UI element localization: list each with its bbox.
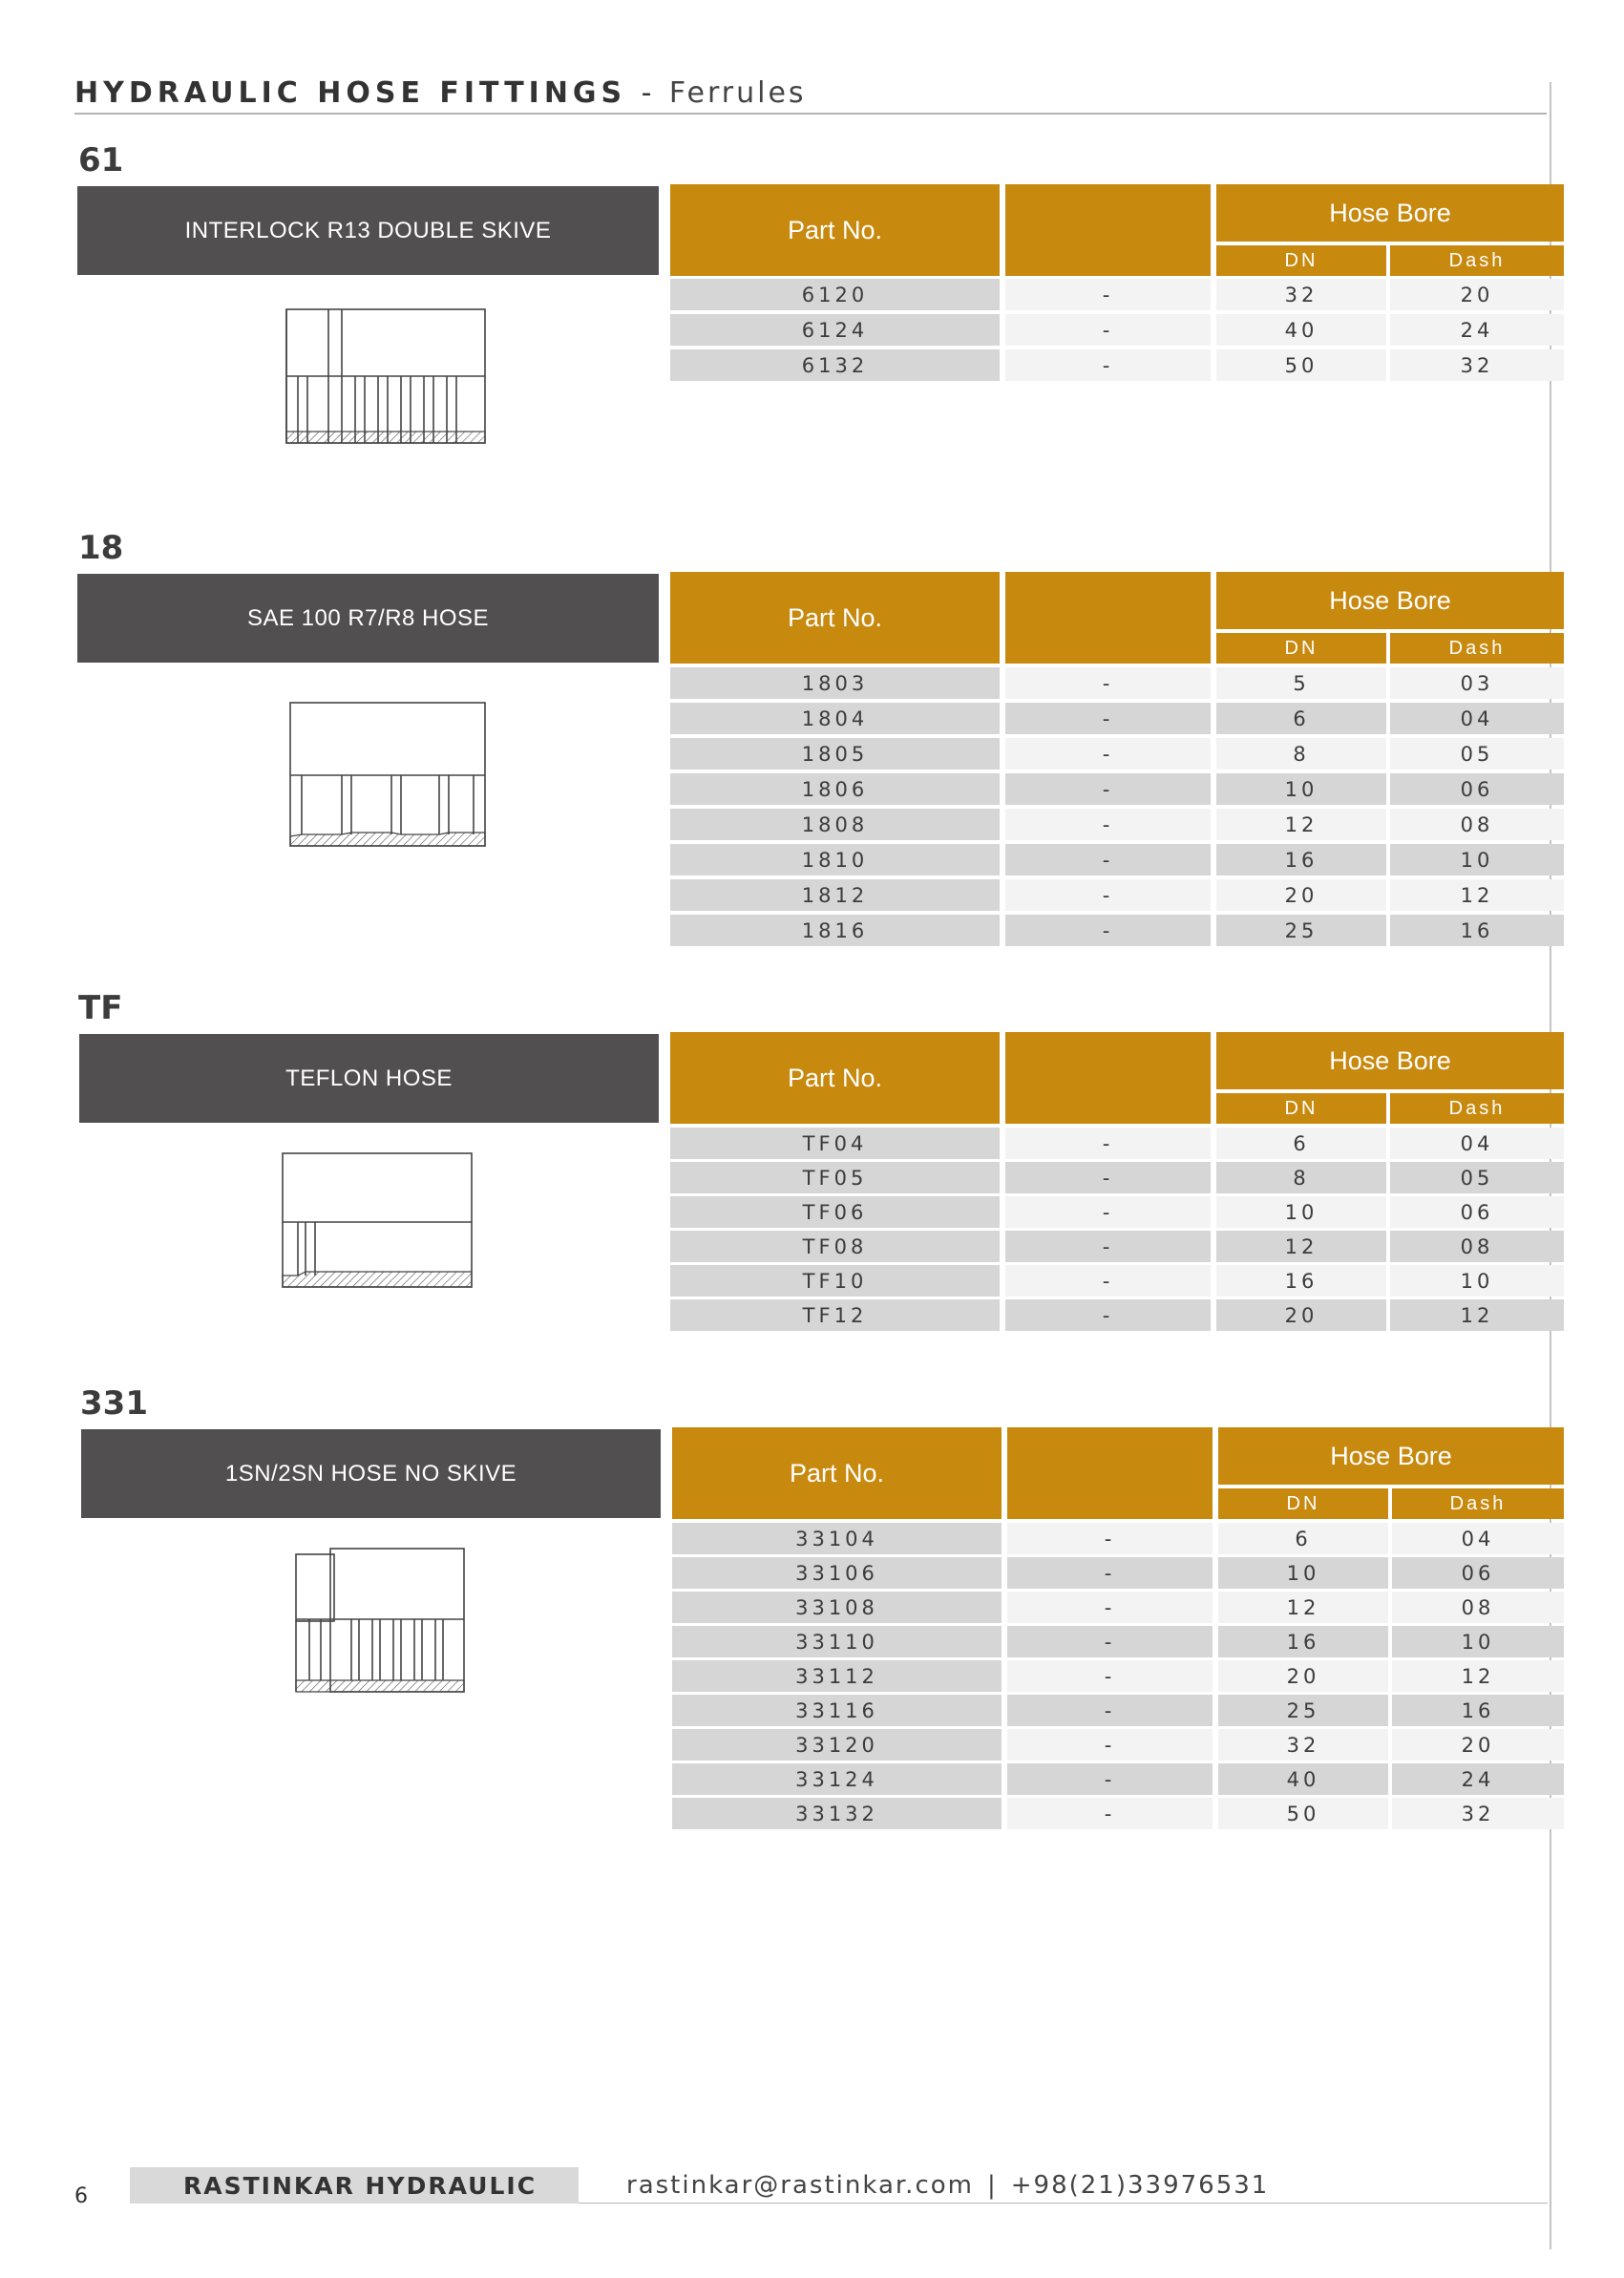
dn-cell: 40 — [1218, 1763, 1388, 1795]
hose-bore-header: Hose Bore — [1216, 184, 1564, 242]
table-row — [670, 738, 1564, 770]
blank-header — [1005, 572, 1211, 664]
dash-cell: 12 — [1392, 1660, 1564, 1692]
contact-divider: | — [986, 2171, 998, 2200]
dash-cell: 10 — [1390, 844, 1564, 875]
page-subtitle: Ferrules — [668, 76, 807, 110]
dash-cell: 12 — [1390, 1299, 1564, 1331]
table-row — [670, 809, 1564, 840]
table-row — [670, 1299, 1564, 1331]
table-row — [670, 1231, 1564, 1262]
table-row — [672, 1592, 1564, 1623]
dn-cell: 16 — [1218, 1626, 1388, 1657]
blank-cell: - — [1005, 1196, 1211, 1228]
blank-cell: - — [1005, 703, 1211, 734]
blank-cell: - — [1007, 1729, 1213, 1761]
part-number-cell: 1804 — [670, 703, 1000, 734]
title-separator: - — [641, 76, 655, 110]
blank-cell: - — [1005, 314, 1211, 346]
part-number-cell: 6120 — [670, 279, 1000, 310]
contact-info — [626, 2171, 1269, 2200]
blank-cell: - — [1005, 667, 1211, 699]
part-number-cell: 6132 — [670, 349, 1000, 381]
dn-cell: 10 — [1216, 773, 1386, 805]
ferrule-331-drawing — [292, 1547, 470, 1699]
dash-cell: 24 — [1392, 1763, 1564, 1795]
blank-cell: - — [1005, 1265, 1211, 1297]
dash-cell: 10 — [1390, 1265, 1564, 1297]
dash-cell: 08 — [1390, 809, 1564, 840]
dn-cell: 20 — [1218, 1660, 1388, 1692]
dash-cell: 20 — [1390, 279, 1564, 310]
dash-cell: 24 — [1390, 314, 1564, 346]
blank-cell: - — [1005, 279, 1211, 310]
blank-cell: - — [1005, 1231, 1211, 1262]
blank-cell: - — [1005, 915, 1211, 946]
table-row — [672, 1729, 1564, 1761]
part-number-cell: 1810 — [670, 844, 1000, 875]
table-row — [672, 1557, 1564, 1589]
part-number-cell: 1803 — [670, 667, 1000, 699]
dn-cell: 32 — [1216, 279, 1386, 310]
dn-cell: 12 — [1218, 1592, 1388, 1623]
blank-cell: - — [1007, 1798, 1213, 1829]
dash-cell: 04 — [1390, 1128, 1564, 1159]
header-rule — [74, 113, 1547, 115]
part-number-cell: 1806 — [670, 773, 1000, 805]
dn-cell: 16 — [1216, 844, 1386, 875]
part-number-cell: TF08 — [670, 1231, 1000, 1262]
dn-cell: 12 — [1216, 809, 1386, 840]
blank-header — [1007, 1427, 1213, 1519]
section-title-bar-331: 1SN/2SN HOSE NO SKIVE — [81, 1429, 661, 1518]
part-number-cell: 33110 — [672, 1626, 1002, 1657]
part-number-cell: TF06 — [670, 1196, 1000, 1228]
section-code-tf: TF — [78, 989, 123, 1027]
dash-cell: 06 — [1390, 1196, 1564, 1228]
part-number-cell: TF10 — [670, 1265, 1000, 1297]
blank-cell: - — [1005, 773, 1211, 805]
dn-header: DN — [1216, 1093, 1386, 1124]
dn-cell: 50 — [1216, 349, 1386, 381]
part-number-cell: TF05 — [670, 1162, 1000, 1193]
part-number-cell: 33104 — [672, 1523, 1002, 1554]
section-code-331: 331 — [80, 1384, 148, 1423]
part-number-cell: 1816 — [670, 915, 1000, 946]
brand-name: RASTINKAR HYDRAULIC — [130, 2167, 579, 2204]
dash-header: Dash — [1392, 1488, 1564, 1519]
blank-cell: - — [1005, 844, 1211, 875]
part-number-cell: 1805 — [670, 738, 1000, 770]
section-code-18: 18 — [78, 529, 124, 567]
dash-cell: 06 — [1392, 1557, 1564, 1589]
table-row — [670, 773, 1564, 805]
dn-cell: 8 — [1216, 1162, 1386, 1193]
part-number-cell: TF12 — [670, 1299, 1000, 1331]
part-number-cell: 6124 — [670, 314, 1000, 346]
blank-header — [1005, 1032, 1211, 1124]
table-row — [670, 314, 1564, 346]
dn-cell: 10 — [1218, 1557, 1388, 1589]
table-row — [670, 1196, 1564, 1228]
dn-cell: 50 — [1218, 1798, 1388, 1829]
blank-cell: - — [1007, 1626, 1213, 1657]
dash-cell: 32 — [1392, 1798, 1564, 1829]
part-number-cell: 33124 — [672, 1763, 1002, 1795]
hose-bore-header: Hose Bore — [1218, 1427, 1564, 1485]
page-title — [74, 76, 807, 110]
dash-cell: 32 — [1390, 349, 1564, 381]
section-code-61: 61 — [78, 141, 124, 179]
dn-cell: 10 — [1216, 1196, 1386, 1228]
dash-cell: 08 — [1392, 1592, 1564, 1623]
dash-cell: 04 — [1390, 703, 1564, 734]
blank-cell: - — [1005, 1128, 1211, 1159]
part-no-header: Part No. — [670, 1032, 1000, 1124]
section-title-bar-61: INTERLOCK R13 DOUBLE SKIVE — [77, 186, 659, 275]
dash-cell: 06 — [1390, 773, 1564, 805]
table-row — [670, 1128, 1564, 1159]
dn-cell: 8 — [1216, 738, 1386, 770]
blank-cell: - — [1007, 1557, 1213, 1589]
hose-bore-header: Hose Bore — [1216, 572, 1564, 629]
blank-cell: - — [1005, 349, 1211, 381]
part-no-header: Part No. — [672, 1427, 1002, 1519]
part-number-cell: 33108 — [672, 1592, 1002, 1623]
dash-cell: 10 — [1392, 1626, 1564, 1657]
blank-cell: - — [1005, 1162, 1211, 1193]
blank-cell: - — [1005, 1299, 1211, 1331]
blank-cell: - — [1005, 809, 1211, 840]
dn-cell: 20 — [1216, 879, 1386, 911]
part-number-cell: 33112 — [672, 1660, 1002, 1692]
part-number-cell: 33120 — [672, 1729, 1002, 1761]
dn-cell: 6 — [1216, 703, 1386, 734]
dn-cell: 25 — [1218, 1695, 1388, 1726]
hose-bore-header: Hose Bore — [1216, 1032, 1564, 1089]
part-number-cell: 1808 — [670, 809, 1000, 840]
dash-cell: 05 — [1390, 1162, 1564, 1193]
table-row — [670, 703, 1564, 734]
blank-cell: - — [1007, 1763, 1213, 1795]
part-number-cell: 33106 — [672, 1557, 1002, 1589]
dn-cell: 32 — [1218, 1729, 1388, 1761]
dn-cell: 25 — [1216, 915, 1386, 946]
page-number: 6 — [74, 2184, 88, 2208]
dn-cell: 5 — [1216, 667, 1386, 699]
dash-cell: 05 — [1390, 738, 1564, 770]
table-row — [670, 915, 1564, 946]
dn-cell: 40 — [1216, 314, 1386, 346]
blank-cell: - — [1007, 1523, 1213, 1554]
part-no-header: Part No. — [670, 184, 1000, 276]
blank-cell: - — [1007, 1660, 1213, 1692]
ferrule-tf-drawing — [279, 1150, 477, 1293]
ferrule-61-drawing — [283, 306, 489, 449]
ferrule-18-drawing — [288, 701, 489, 854]
table-row — [670, 279, 1564, 310]
table-row — [672, 1695, 1564, 1726]
dash-cell: 16 — [1390, 915, 1564, 946]
table-row — [672, 1798, 1564, 1829]
dn-cell: 12 — [1216, 1231, 1386, 1262]
table-row — [670, 667, 1564, 699]
blank-cell: - — [1007, 1592, 1213, 1623]
table-row — [672, 1523, 1564, 1554]
table-row — [672, 1763, 1564, 1795]
blank-header — [1005, 184, 1211, 276]
dash-cell: 12 — [1390, 879, 1564, 911]
dash-cell: 16 — [1392, 1695, 1564, 1726]
contact-phone[interactable]: +98(21)33976531 — [1010, 2171, 1270, 2200]
dash-cell: 04 — [1392, 1523, 1564, 1554]
dash-cell: 08 — [1390, 1231, 1564, 1262]
dn-header: DN — [1216, 633, 1386, 664]
blank-cell: - — [1007, 1695, 1213, 1726]
contact-email[interactable]: rastinkar@rastinkar.com — [626, 2171, 974, 2200]
table-row — [670, 844, 1564, 875]
dash-cell: 20 — [1392, 1729, 1564, 1761]
dn-header: DN — [1216, 245, 1386, 276]
section-title-bar-18: SAE 100 R7/R8 HOSE — [77, 574, 659, 663]
dn-cell: 16 — [1216, 1265, 1386, 1297]
dn-cell: 20 — [1216, 1299, 1386, 1331]
blank-cell: - — [1005, 738, 1211, 770]
part-no-header: Part No. — [670, 572, 1000, 664]
dn-cell: 6 — [1218, 1523, 1388, 1554]
dash-header: Dash — [1390, 1093, 1564, 1124]
part-number-cell: 33116 — [672, 1695, 1002, 1726]
footer-rule — [579, 2203, 1548, 2204]
dash-cell: 03 — [1390, 667, 1564, 699]
part-number-cell: 33132 — [672, 1798, 1002, 1829]
section-title-bar-tf: TEFLON HOSE — [79, 1034, 659, 1123]
table-row — [672, 1660, 1564, 1692]
dash-header: Dash — [1390, 633, 1564, 664]
dash-header: Dash — [1390, 245, 1564, 276]
blank-cell: - — [1005, 879, 1211, 911]
dn-header: DN — [1218, 1488, 1388, 1519]
table-row — [670, 1265, 1564, 1297]
dn-cell: 6 — [1216, 1128, 1386, 1159]
part-number-cell: 1812 — [670, 879, 1000, 911]
part-number-cell: TF04 — [670, 1128, 1000, 1159]
table-row — [670, 879, 1564, 911]
page-title-text: HYDRAULIC HOSE FITTINGS — [74, 76, 627, 110]
table-row — [670, 1162, 1564, 1193]
table-row — [672, 1626, 1564, 1657]
table-row — [670, 349, 1564, 381]
